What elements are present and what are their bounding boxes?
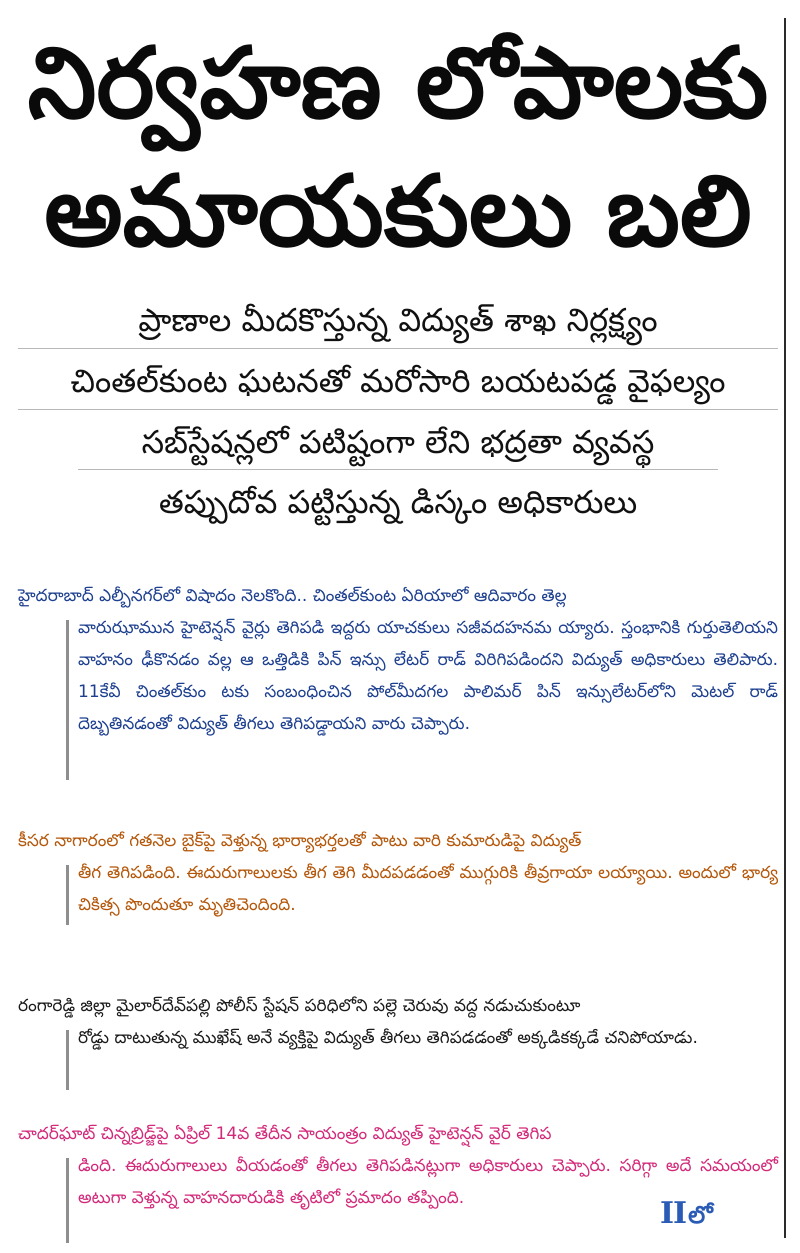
logo-telugu: లో — [688, 1201, 713, 1229]
story-body: తీగ తెగిపడింది. ఈదురుగాలులకు తీగ తెగి మీదపడడంతో ముగ్గురికి తీవ్రగాయా లయ్యాయి. అందులో భార్య చికిత్స పొందుతూ మృతిచెందింది. — [78, 863, 778, 915]
story-first-line: రంగారెడ్డి జిల్లా మైలార్‌దేవ్‌పల్లి పోలీస్ స్టేషన్ పరిధిలోని పల్లె చెరువు వద్ద నడుచుకుంటూ — [18, 996, 581, 1016]
subhead-4: తప్పుదోవ పట్టిస్తున్న డిస్కం అధికారులు — [158, 483, 638, 521]
story-chintalkunta — [18, 580, 778, 740]
subhead-2: చింతల్‌కుంట ఘటనతో మరోసారి బయటపడ్డ వైఫల్యం — [18, 361, 778, 410]
subhead-3: సబ్‌స్టేషన్లలో పటిష్టంగా లేని భద్రతా వ్యవస్థ — [18, 422, 778, 470]
headline — [18, 20, 778, 276]
story-bar — [66, 865, 69, 925]
story-body: డింది. ఈదురుగాలులు వీయడంతో తీగలు తెగిపడినట్లుగా అధికారులు చెప్పారు. సరిగ్గా అదే సమయంలో అటుగా వెళ్తున్న వాహనదారుడికి తృటిలో ప్రమాదం తప్పింది. — [78, 1156, 778, 1208]
story-body: వారుఝామున హైటెన్షన్ వైర్లు తెగిపడి ఇద్దరు యాచకులు సజీవదహనమ య్యారు. స్తంభానికి గుర్తుతెలియని వాహనం ఢీకొనడం వల్ల ఆ ఒత్తిడికి పిన్ ఇన్సు లేటర్ రాడ్ విరిగిపడిందని విద్యుత్ అధికారులు తెలిపారు. 11కేవీ చింతల్‌కుం టకు సంబంధించిన పోల్‌మీదగల పాలిమర్ పిన్ ఇన్సులేటర్‌లోని మెటల్ రాడ్ దెబ్బతినడంతో విద్యుత్ తీగలు తెగిపడ్డాయని వారు చెప్పారు. — [78, 618, 778, 734]
story-body: రోడ్డు దాటుతున్న ముఖేష్ అనే వ్యక్తిపై విద్యుత్ తీగలు తెగిపడడంతో అక్కడికక్కడే చనిపోయాడు. — [78, 1028, 698, 1048]
column-divider — [784, 18, 786, 1238]
story-first-line: హైదరాబాద్ ఎల్బీనగర్‌లో విషాదం నెలకొంది.. చింతల్‌కుంట ఏరియాలో ఆదివారం తెల్ల — [18, 586, 567, 606]
story-bar — [66, 1158, 69, 1243]
subhead-1: ప్రాణాల మీదకొస్తున్న విద్యుత్ శాఖ నిర్లక్ష్యం — [18, 300, 778, 349]
logo-roman: II — [660, 1196, 687, 1231]
story-mylardevpally — [18, 990, 778, 1054]
story-first-line: చాదర్‌ఘాట్ చిన్నబ్రిడ్జ్‌పై ఏప్రిల్ 14వ తేదీన సాయంత్రం విద్యుత్ హైటెన్షన్ వైర్ తెగిప — [18, 1124, 552, 1144]
story-first-line: కీసర నాగారంలో గతనెల బైక్‌పై వెళ్తున్న భార్యాభర్తలతో పాటు వారి కుమారుడిపై విద్యుత్ — [18, 831, 582, 851]
newspaper-logo — [660, 1196, 713, 1232]
story-bar — [66, 620, 69, 780]
headline-line-2: అమాయకులు బలి — [44, 155, 752, 269]
subheads — [18, 300, 778, 542]
headline-line-1: నిర్వహణ లోపాలకు — [27, 27, 769, 141]
story-bar — [66, 1030, 69, 1090]
story-keesara — [18, 825, 778, 921]
